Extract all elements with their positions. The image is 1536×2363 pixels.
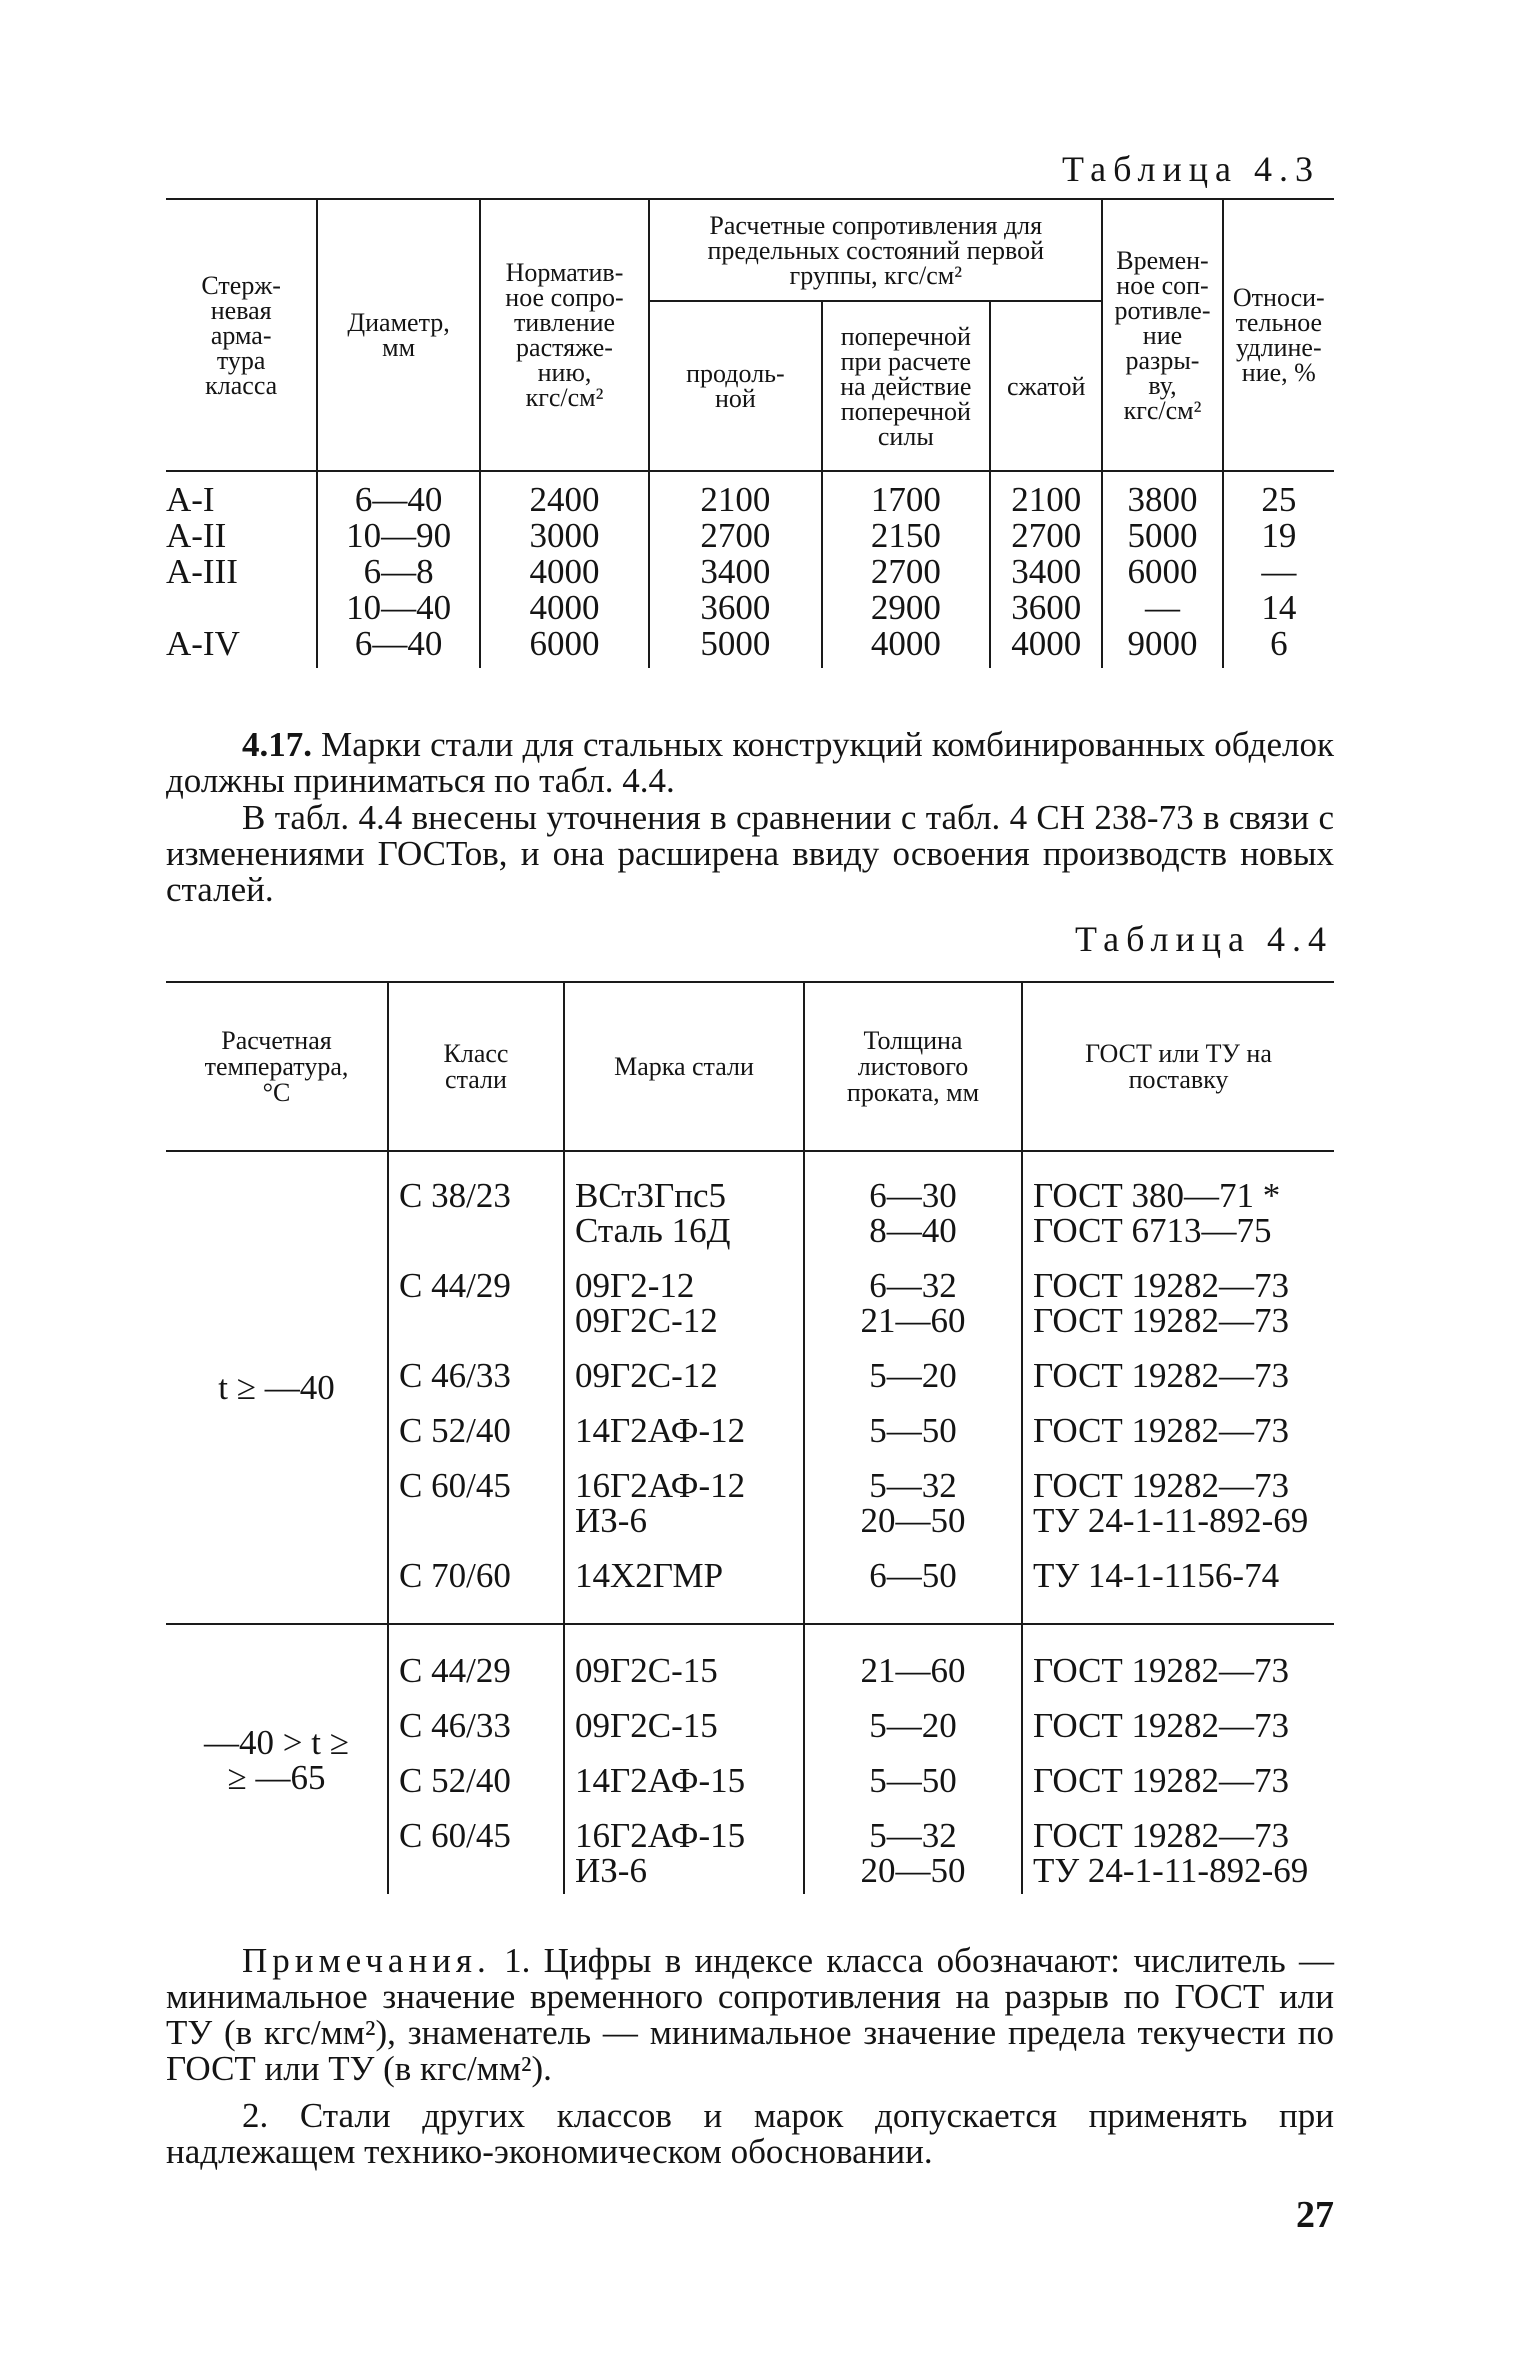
table-cell-line: 5—20 (869, 1356, 957, 1395)
paragraph-4-17-text: Марки стали для стальных конструкций комбинированных обделок должны приниматься по табл. 4.4. (166, 725, 1334, 800)
temperature-range: t ≥ —40 (218, 1368, 335, 1407)
table-cell: 2700 (870, 552, 941, 591)
table-cell-thickness (804, 1808, 1022, 1894)
table-cell-line: 14Х2ГМР (575, 1556, 724, 1595)
t44-header-class: Класс стали (388, 982, 564, 1151)
table-cell-line: ГОСТ 19282—73 (1033, 1411, 1290, 1450)
table-cell-line: Сталь 16Д (575, 1211, 731, 1250)
table-cell-grades (564, 1258, 804, 1348)
t43-header-elongation: Относи- тельное удлине- ние, % (1223, 199, 1334, 471)
table-cell: 6 (1270, 624, 1288, 663)
table-cell-line: ТУ 24-1-11-892-69 (1033, 1501, 1309, 1540)
table-cell-line: ГОСТ 19282—73 (1033, 1266, 1290, 1305)
note-2: 2. Стали других классов и марок допускается применять при надлежащем технико-экономическом обосновании. (166, 2096, 1334, 2171)
table-cell-grades (564, 1624, 804, 1698)
table-cell: 2900 (870, 588, 941, 627)
temperature-range: —40 > t ≥ ≥ —65 (204, 1722, 349, 1797)
table-cell-gost (1022, 1348, 1334, 1403)
table-cell-line: 6—50 (869, 1556, 957, 1595)
table-cell-grades (564, 1808, 804, 1894)
table-cell-line: 5—50 (869, 1761, 957, 1800)
table-cell: 10—40 (346, 588, 452, 627)
table-cell: 25 (1261, 480, 1297, 519)
table-cell-line: 21—60 (860, 1651, 966, 1690)
table-cell-line: 5—32 (869, 1816, 957, 1855)
table-cell-thickness (804, 1258, 1022, 1348)
table-cell-line: 8—40 (869, 1211, 957, 1250)
table-cell-line: 5—20 (869, 1706, 957, 1745)
table-cell: 2700 (1011, 516, 1082, 555)
table-cell: 2150 (870, 516, 941, 555)
table-cell-line: ИЗ-6 (575, 1501, 647, 1540)
t43-col-transverse (822, 471, 990, 668)
t43-col-compressed (990, 471, 1102, 668)
table-cell: 5000 (1127, 516, 1198, 555)
table-cell-thickness (804, 1348, 1022, 1403)
table-cell: 3400 (700, 552, 771, 591)
table-cell: А-I (166, 480, 215, 519)
table-cell: А-II (166, 516, 227, 555)
table-cell: 14 (1261, 588, 1297, 627)
table-cell: 10—90 (346, 516, 452, 555)
table-cell-line: ИЗ-6 (575, 1851, 647, 1890)
table-cell-gost (1022, 1624, 1334, 1698)
table-cell-class: С 44/29 (388, 1258, 564, 1348)
table-cell-class: С 38/23 (388, 1151, 564, 1258)
t43-col-longitudinal (649, 471, 821, 668)
t43-header-longitudinal: продоль- ной (649, 301, 821, 471)
paragraph-4-17 (166, 727, 1334, 799)
table-cell: 6000 (1127, 552, 1198, 591)
table-cell-line: 14Г2АФ-12 (575, 1411, 746, 1450)
t43-header-transverse: поперечной при расчете на действие поперечной силы (822, 301, 990, 471)
table-cell-line: ГОСТ 380—71 * (1033, 1176, 1281, 1215)
table-cell-line: 09Г2С-12 (575, 1301, 718, 1340)
t44-header-grade: Марка стали (564, 982, 804, 1151)
table-cell: 4000 (529, 588, 600, 627)
table-cell-class: С 60/45 (388, 1458, 564, 1548)
table-cell-grades (564, 1151, 804, 1258)
table-cell-line: ТУ 24-1-11-892-69 (1033, 1851, 1309, 1890)
t43-col-temporary (1102, 471, 1222, 668)
table-cell-thickness (804, 1548, 1022, 1624)
table-cell-gost (1022, 1698, 1334, 1753)
table-cell: 4000 (870, 624, 941, 663)
table-cell-thickness (804, 1403, 1022, 1458)
table-cell-line: 6—30 (869, 1176, 957, 1215)
table-cell-grades (564, 1458, 804, 1548)
note-1 (166, 1943, 1334, 2087)
table-cell-class: С 46/33 (388, 1348, 564, 1403)
table-cell-thickness (804, 1458, 1022, 1548)
table-cell-line: 5—32 (869, 1466, 957, 1505)
table-cell-line: ВСт3Гпс5 (575, 1176, 727, 1215)
table-cell-line: 5—50 (869, 1411, 957, 1450)
t43-header-compressed: сжатой (990, 301, 1102, 471)
table-cell: 3800 (1127, 480, 1198, 519)
table-cell-gost (1022, 1753, 1334, 1808)
table-cell: 2400 (529, 480, 600, 519)
table-cell: 6000 (529, 624, 600, 663)
table-cell-class: С 60/45 (388, 1808, 564, 1894)
table-row (166, 1151, 1334, 1258)
table-cell: 4000 (529, 552, 600, 591)
table-cell-line: ГОСТ 19282—73 (1033, 1651, 1290, 1690)
table-cell-gost (1022, 1548, 1334, 1624)
table-cell-line: 16Г2АФ-12 (575, 1466, 746, 1505)
t43-header-diameter: Диаметр, мм (317, 199, 479, 471)
table-cell: 19 (1261, 516, 1297, 555)
table-cell: 2700 (700, 516, 771, 555)
notes-label: Примечания. (242, 1941, 491, 1980)
table-cell-line: 20—50 (860, 1851, 966, 1890)
table-cell: 6—40 (354, 480, 443, 519)
table-cell: 6—40 (354, 624, 443, 663)
table-cell-grades (564, 1548, 804, 1624)
table-cell: — (1144, 588, 1180, 627)
t43-header-design-group: Расчетные сопротивления для предельных состояний первой группы, кгс/см² (649, 199, 1102, 301)
table-cell-line: ГОСТ 19282—73 (1033, 1356, 1290, 1395)
table-4-3 (166, 198, 1334, 668)
table-cell-thickness (804, 1151, 1022, 1258)
t43-col-class (166, 471, 317, 668)
table-cell: 3600 (1011, 588, 1082, 627)
table-cell-class: С 70/60 (388, 1548, 564, 1624)
table-cell-thickness (804, 1624, 1022, 1698)
table-cell (166, 590, 316, 626)
table-cell-line: 09Г2С-15 (575, 1651, 718, 1690)
table-cell-grades (564, 1348, 804, 1403)
table-cell-grades (564, 1753, 804, 1808)
table-cell-line: ГОСТ 19282—73 (1033, 1301, 1290, 1340)
t43-col-diameter (317, 471, 479, 668)
table-cell-class: С 52/40 (388, 1753, 564, 1808)
table-cell-grades (564, 1698, 804, 1753)
paragraph-2: В табл. 4.4 внесены уточнения в сравнении с табл. 4 СН 238-73 в связи с изменениями ГОСТов, и она расширена ввиду освоения производств новых сталей. (166, 798, 1334, 909)
table-cell: 6—8 (363, 552, 434, 591)
page-number: 27 (1296, 2194, 1334, 2236)
table-cell: 2100 (700, 480, 771, 519)
t43-header-temporary: Времен- ное соп- ротивле- ние разры- ву, кгс/см² (1102, 199, 1222, 471)
table-cell-gost (1022, 1258, 1334, 1348)
table-cell-gost (1022, 1458, 1334, 1548)
table-cell: 1700 (870, 480, 941, 519)
table-cell-class: С 52/40 (388, 1403, 564, 1458)
table-row (166, 1624, 1334, 1698)
t44-header-temperature: Расчетная температура, °С (204, 1025, 349, 1107)
table-cell: А-IV (166, 624, 240, 663)
table-cell-gost (1022, 1151, 1334, 1258)
table-cell-line: ГОСТ 6713—75 (1033, 1211, 1272, 1250)
table-cell: 3600 (700, 588, 771, 627)
table-cell-line: 09Г2С-15 (575, 1706, 718, 1745)
table-cell-line: ГОСТ 19282—73 (1033, 1466, 1290, 1505)
table-cell: — (1261, 552, 1297, 591)
table-cell-line: 6—32 (869, 1266, 957, 1305)
table-cell-class: С 46/33 (388, 1698, 564, 1753)
table-cell: А-III (166, 552, 238, 591)
table-4-3-caption: Таблица 4.3 (1062, 149, 1320, 189)
table-cell-class: С 44/29 (388, 1624, 564, 1698)
t43-col-normative (480, 471, 649, 668)
table-cell-gost (1022, 1403, 1334, 1458)
t44-header-gost: ГОСТ или ТУ на поставку (1022, 982, 1334, 1151)
table-cell-thickness (804, 1698, 1022, 1753)
table-cell-line: 21—60 (860, 1301, 966, 1340)
paragraph-number: 4.17. (242, 725, 312, 764)
table-cell-line: 20—50 (860, 1501, 966, 1540)
table-cell-line: ГОСТ 19282—73 (1033, 1816, 1290, 1855)
table-cell-line: 09Г2-12 (575, 1266, 695, 1305)
table-cell-line: 14Г2АФ-15 (575, 1761, 746, 1800)
table-cell-thickness (804, 1753, 1022, 1808)
table-4-4-caption: Таблица 4.4 (1075, 919, 1333, 959)
table-cell-gost (1022, 1808, 1334, 1894)
table-cell-line: ТУ 14-1-1156-74 (1033, 1556, 1280, 1595)
t43-header-class: Стерж- невая арма- тура класса (201, 270, 281, 400)
t43-header-normative: Норматив- ное сопро- тивление растяже- нию, кгс/см² (480, 199, 649, 471)
note-1-text: 1. Цифры в индексе класса обозначают: числитель — минимальное значение временного сопротивления на разрыв по ГОСТ или ТУ (в кгс/мм²), знаменатель — минимальное значение предела текучести по ГОСТ или ТУ (в кгс/мм²). (166, 1941, 1334, 2088)
table-cell: 4000 (1011, 624, 1082, 663)
table-cell: 3000 (529, 516, 600, 555)
table-cell-line: 16Г2АФ-15 (575, 1816, 746, 1855)
table-4-4 (166, 981, 1334, 1894)
table-cell: 2100 (1011, 480, 1082, 519)
table-cell-grades (564, 1403, 804, 1458)
table-cell-line: 09Г2С-12 (575, 1356, 718, 1395)
t44-header-thickness: Толщина листового проката, мм (804, 982, 1022, 1151)
table-cell: 9000 (1127, 624, 1198, 663)
table-cell-line: ГОСТ 19282—73 (1033, 1706, 1290, 1745)
table-cell-line: ГОСТ 19282—73 (1033, 1761, 1290, 1800)
table-cell: 5000 (700, 624, 771, 663)
table-cell: 3400 (1011, 552, 1082, 591)
t43-col-elongation (1223, 471, 1334, 668)
